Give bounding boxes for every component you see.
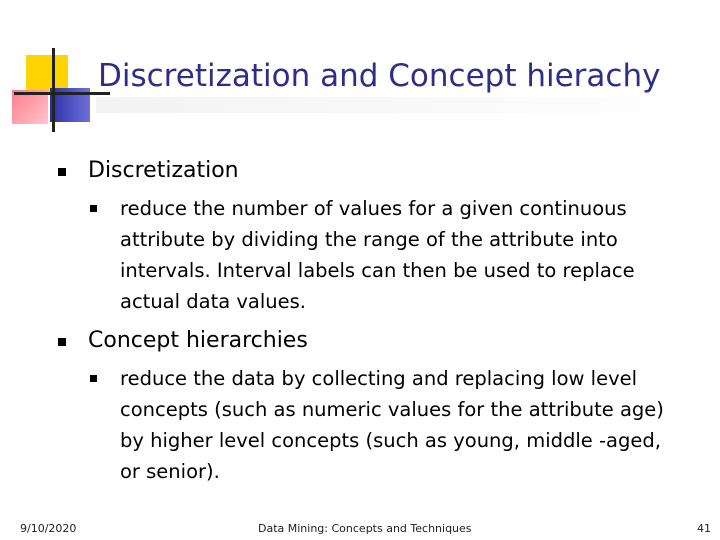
bullet-square-icon [58,338,66,346]
footer-date: 9/10/2020 [20,522,77,535]
logo-horizontal-line [14,92,110,95]
bullet-discretization [56,155,696,187]
page-number: 41 [697,522,711,535]
bullet-square-icon [90,205,97,212]
sub-bullet-text: reduce the data by collecting and replacing low level concepts (such as numeric values for the attribute age) by higher level concepts (such as young, middle -aged, or senior). [120,367,664,483]
bullet-square-icon [90,375,97,382]
sub-bullet-concept-hierarchies [88,363,680,487]
bullet-square-icon [58,168,66,176]
sub-bullet-text: reduce the number of values for a given continuous attribute by dividing the range of the attribute into intervals. Interval labels can then be used to replace actual data values. [120,197,635,313]
sub-bullet-discretization [88,193,680,317]
bullet-text: Concept hierarchies [88,328,308,353]
logo-red-square [12,90,48,124]
bullet-concept-hierarchies [56,325,696,357]
slide-title: Discretization and Concept hierachy [98,58,661,94]
slide-logo [0,0,110,140]
title-underline-bar [96,97,720,113]
bullet-text: Discretization [88,158,239,183]
logo-vertical-line [52,48,55,132]
footer-title: Data Mining: Concepts and Techniques [258,522,472,535]
bullet-list [56,155,696,495]
